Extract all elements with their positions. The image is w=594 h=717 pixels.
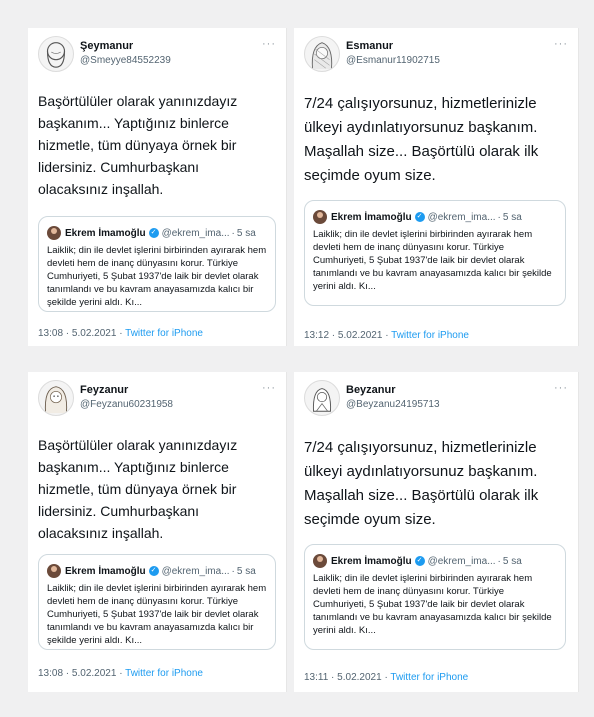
quoted-handle: @ekrem_ima... — [427, 555, 496, 567]
quoted-avatar — [47, 226, 61, 240]
quoted-time: 5 sa — [502, 211, 522, 223]
quoted-text: Laiklik; din ile devlet işlerini birbirinden ayırarak hem devleti hem de inanç dünyasını korur. Türkiye Cumhuriyeti, 5 Şubat 1937'de laik bir devlet olarak tanımlandı ve bu kavram anayasamızda kalıcı bir şekilde yerini aldı. Kı... — [47, 245, 267, 308]
avatar[interactable] — [38, 36, 74, 72]
quoted-name: Ekrem İmamoğlu — [65, 565, 146, 577]
tweet-text: Başörtülüler olarak yanınızdayız başkanım... Yaptığınız binlerce hizmetle, tüm dünyaya örnek bir lidersiniz. Cumhurbaşkanı olacaksınız inşallah. — [38, 437, 238, 541]
tweet-meta — [304, 672, 468, 683]
quoted-text: Laiklik; din ile devlet işlerini birbirinden ayırarak hem devleti hem de inanç dünyasını korur. Türkiye Cumhuriyeti, 5 Şubat 1937'de laik bir devlet olarak tanımlandı ve bu kavram anayasamızda kalıcı bir şekilde yerini aldı. Kı... — [47, 583, 267, 646]
user-handle[interactable]: @Feyzanu60231958 — [80, 399, 173, 410]
quoted-time: 5 sa — [236, 227, 256, 239]
tweet-card — [28, 28, 287, 346]
tweet-card — [294, 28, 579, 346]
verified-badge-icon: ✓ — [415, 556, 425, 566]
display-name[interactable]: Beyzanur — [346, 384, 396, 396]
display-name[interactable]: Feyzanur — [80, 384, 129, 396]
more-options-icon[interactable]: ··· — [262, 382, 276, 394]
separator: · — [497, 555, 501, 567]
separator: · — [384, 672, 388, 683]
avatar[interactable] — [304, 36, 340, 72]
quoted-avatar — [47, 564, 61, 578]
source-link[interactable]: Twitter for iPhone — [391, 330, 469, 341]
separator: · — [385, 330, 389, 341]
user-handle[interactable]: @Smeyye84552239 — [80, 55, 171, 66]
user-handle[interactable]: @Beyzanu24195713 — [346, 399, 440, 410]
quoted-avatar — [313, 210, 327, 224]
quoted-tweet[interactable] — [38, 216, 276, 312]
separator: · — [497, 211, 501, 223]
timestamp[interactable]: 13:08 · 5.02.2021 — [38, 668, 117, 679]
quoted-handle: @ekrem_ima... — [427, 211, 496, 223]
tweet-meta — [38, 328, 203, 339]
verified-badge-icon: ✓ — [149, 566, 159, 576]
display-name[interactable]: Şeymanur — [80, 40, 134, 52]
separator: · — [119, 328, 123, 339]
timestamp[interactable]: 13:11 · 5.02.2021 — [304, 672, 382, 683]
avatar[interactable] — [304, 380, 340, 416]
quoted-name: Ekrem İmamoğlu — [331, 555, 412, 567]
quoted-tweet[interactable] — [304, 200, 566, 306]
quoted-handle: @ekrem_ima... — [161, 565, 230, 577]
tweet-meta — [304, 330, 469, 341]
timestamp[interactable]: 13:12 · 5.02.2021 — [304, 330, 383, 341]
quoted-name: Ekrem İmamoğlu — [331, 211, 412, 223]
quoted-avatar — [313, 554, 327, 568]
more-options-icon[interactable]: ··· — [262, 38, 276, 50]
tweet-text: 7/24 çalışıyorsunuz, hizmetlerinizle ülkeyi aydınlatıyorsunuz başkanım. Maşallah size... Başörtülü olarak ilk seçimde oyum size. — [304, 439, 539, 528]
timestamp[interactable]: 13:08 · 5.02.2021 — [38, 328, 117, 339]
separator: · — [231, 565, 235, 577]
separator: · — [231, 227, 235, 239]
separator: · — [119, 668, 123, 679]
quoted-tweet[interactable] — [38, 554, 276, 650]
avatar[interactable] — [38, 380, 74, 416]
more-options-icon[interactable]: ··· — [554, 382, 568, 394]
source-link[interactable]: Twitter for iPhone — [125, 328, 203, 339]
source-link[interactable]: Twitter for iPhone — [125, 668, 203, 679]
tweet-card — [294, 372, 579, 692]
quoted-name: Ekrem İmamoğlu — [65, 227, 146, 239]
quoted-text: Laiklik; din ile devlet işlerini birbirinden ayırarak hem devleti hem de inanç dünyasını korur. Türkiye Cumhuriyeti, 5 Şubat 1937'de laik bir devlet olarak tanımlandı ve bu kavram anayasamızda kalıcı bir şekilde yerini aldı. Kı... — [313, 573, 552, 636]
quoted-tweet[interactable] — [304, 544, 566, 650]
source-link[interactable]: Twitter for iPhone — [390, 672, 469, 683]
tweet-meta — [38, 668, 203, 679]
tweet-text: 7/24 çalışıyorsunuz, hizmetlerinizle ülkeyi aydınlatıyorsunuz başkanım. Maşallah size... Başörtülü olarak ilk seçimde oyum size. — [304, 95, 539, 184]
quoted-time: 5 sa — [502, 555, 522, 567]
verified-badge-icon: ✓ — [149, 228, 159, 238]
tweet-text: Başörtülüler olarak yanınızdayız başkanım... Yaptığınız binlerce hizmetle, tüm dünyaya örnek bir lidersiniz. Cumhurbaşkanı olacaksınız inşallah. — [38, 93, 238, 197]
quoted-time: 5 sa — [236, 565, 256, 577]
quoted-text: Laiklik; din ile devlet işlerini birbirinden ayırarak hem devleti hem de inanç dünyasını korur. Türkiye Cumhuriyeti, 5 Şubat 1937'de laik bir devlet olarak tanımlandı ve bu kavram anayasamızda kalıcı bir şekilde yerini aldı. Kı... — [313, 229, 552, 292]
quoted-handle: @ekrem_ima... — [161, 227, 230, 239]
tweet-card — [28, 372, 287, 692]
user-handle[interactable]: @Esmanur11902715 — [346, 55, 440, 66]
verified-badge-icon: ✓ — [415, 212, 425, 222]
more-options-icon[interactable]: ··· — [554, 38, 568, 50]
display-name[interactable]: Esmanur — [346, 40, 394, 52]
